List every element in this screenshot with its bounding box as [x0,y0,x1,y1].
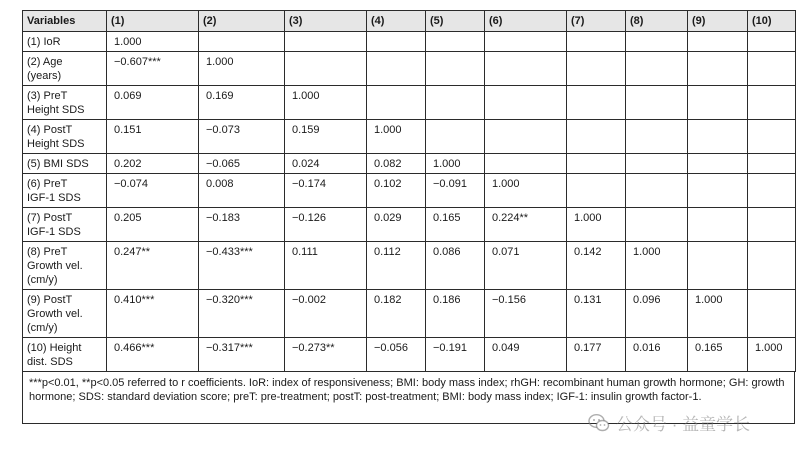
table-cell: 1.000 [367,120,426,154]
table-cell: −0.156 [485,290,567,338]
row-label: (10) Height dist. SDS [23,338,107,372]
table-cell [688,32,748,52]
table-footnote: ***p<0.01, **p<0.05 referred to r coefficients. IoR: index of responsiveness; BMI: body mass index; rhGH: recombinant human growth hormone; GH: growth hormone; SDS: standard deviation score; preT: pre-treatment; postT: post-treatment; BMI: body mass index; IGF-1: insulin growth factor-1. [22,372,795,424]
table-cell: 0.177 [567,338,626,372]
correlation-table-container [22,10,795,424]
table-cell: 1.000 [107,32,199,52]
watermark-text: 公众号 · 益童学长 [616,415,751,434]
table-row [23,290,796,338]
row-label: (7) PostT IGF-1 SDS [23,208,107,242]
table-row [23,242,796,290]
table-cell: −0.002 [285,290,367,338]
table-cell: 1.000 [567,208,626,242]
header-col-8: (8) [626,11,688,32]
table-cell: 0.182 [367,290,426,338]
table-cell [485,86,567,120]
table-row [23,208,796,242]
table-cell [626,120,688,154]
table-cell: 0.165 [426,208,485,242]
table-cell [367,32,426,52]
table-cell [485,120,567,154]
table-cell: −0.607*** [107,52,199,86]
row-label: (9) PostT Growth vel. (cm/y) [23,290,107,338]
table-row [23,32,796,52]
table-cell [748,32,796,52]
table-cell [426,86,485,120]
table-cell [567,174,626,208]
table-cell: 0.008 [199,174,285,208]
table-cell [567,120,626,154]
table-cell [626,86,688,120]
table-cell [485,32,567,52]
table-cell: −0.320*** [199,290,285,338]
table-cell [748,174,796,208]
table-body [23,32,796,372]
table-cell: −0.183 [199,208,285,242]
table-cell: 0.069 [107,86,199,120]
table-cell: 0.151 [107,120,199,154]
table-cell [285,32,367,52]
table-cell: 0.102 [367,174,426,208]
table-cell [748,120,796,154]
table-cell [748,154,796,174]
table-cell: −0.074 [107,174,199,208]
table-cell: 0.186 [426,290,485,338]
table-cell: 1.000 [485,174,567,208]
header-col-4: (4) [367,11,426,32]
table-row [23,154,796,174]
table-cell: 0.205 [107,208,199,242]
row-label: (8) PreT Growth vel. (cm/y) [23,242,107,290]
header-col-9: (9) [688,11,748,32]
table-cell [485,52,567,86]
table-cell [748,290,796,338]
header-col-1: (1) [107,11,199,32]
table-cell: −0.273** [285,338,367,372]
table-cell [688,86,748,120]
table-cell: 1.000 [426,154,485,174]
header-col-3: (3) [285,11,367,32]
row-label: (4) PostT Height SDS [23,120,107,154]
correlation-table [22,10,796,372]
table-cell [367,86,426,120]
table-cell: 1.000 [626,242,688,290]
table-cell: 0.224** [485,208,567,242]
table-cell [626,174,688,208]
table-row [23,120,796,154]
table-cell: 0.086 [426,242,485,290]
header-row [23,11,796,32]
table-cell [688,174,748,208]
table-cell [688,52,748,86]
table-cell: 0.016 [626,338,688,372]
table-cell [567,32,626,52]
header-variables: Variables [23,11,107,32]
table-cell: 0.111 [285,242,367,290]
table-cell [426,52,485,86]
table-cell [748,86,796,120]
table-cell [688,120,748,154]
table-cell [285,52,367,86]
row-label: (1) IoR [23,32,107,52]
table-cell [199,32,285,52]
table-cell: 0.082 [367,154,426,174]
table-cell: −0.317*** [199,338,285,372]
table-cell [626,154,688,174]
header-col-7: (7) [567,11,626,32]
table-cell: 0.165 [688,338,748,372]
table-cell: −0.065 [199,154,285,174]
table-cell [567,86,626,120]
table-cell: 0.410*** [107,290,199,338]
table-cell: 0.247** [107,242,199,290]
table-cell: 0.071 [485,242,567,290]
table-cell [567,154,626,174]
table-cell: 0.159 [285,120,367,154]
table-cell: −0.191 [426,338,485,372]
table-cell [485,154,567,174]
table-cell [626,52,688,86]
row-label: (2) Age (years) [23,52,107,86]
table-cell [748,242,796,290]
table-cell: 0.142 [567,242,626,290]
row-label: (5) BMI SDS [23,154,107,174]
header-col-6: (6) [485,11,567,32]
table-cell [567,52,626,86]
table-cell [748,208,796,242]
table-cell: 0.131 [567,290,626,338]
table-cell: 0.112 [367,242,426,290]
table-cell [688,208,748,242]
table-cell: 1.000 [748,338,796,372]
header-col-5: (5) [426,11,485,32]
table-cell: 0.169 [199,86,285,120]
header-col-10: (10) [748,11,796,32]
table-cell [367,52,426,86]
table-cell: 0.029 [367,208,426,242]
table-cell: −0.126 [285,208,367,242]
table-cell: −0.174 [285,174,367,208]
table-cell: 0.096 [626,290,688,338]
row-label: (3) PreT Height SDS [23,86,107,120]
table-cell [626,32,688,52]
table-cell: 0.024 [285,154,367,174]
row-label: (6) PreT IGF-1 SDS [23,174,107,208]
table-cell [748,52,796,86]
table-row [23,86,796,120]
table-cell: 0.049 [485,338,567,372]
table-row [23,338,796,372]
table-cell [626,208,688,242]
table-cell: 1.000 [199,52,285,86]
table-cell: −0.056 [367,338,426,372]
header-col-2: (2) [199,11,285,32]
table-cell [426,120,485,154]
table-cell: 0.466*** [107,338,199,372]
table-cell [426,32,485,52]
table-cell: −0.433*** [199,242,285,290]
table-cell [688,242,748,290]
table-cell [688,154,748,174]
table-cell: 1.000 [688,290,748,338]
table-cell: −0.091 [426,174,485,208]
table-cell: −0.073 [199,120,285,154]
table-row [23,52,796,86]
table-row [23,174,796,208]
table-cell: 0.202 [107,154,199,174]
table-cell: 1.000 [285,86,367,120]
